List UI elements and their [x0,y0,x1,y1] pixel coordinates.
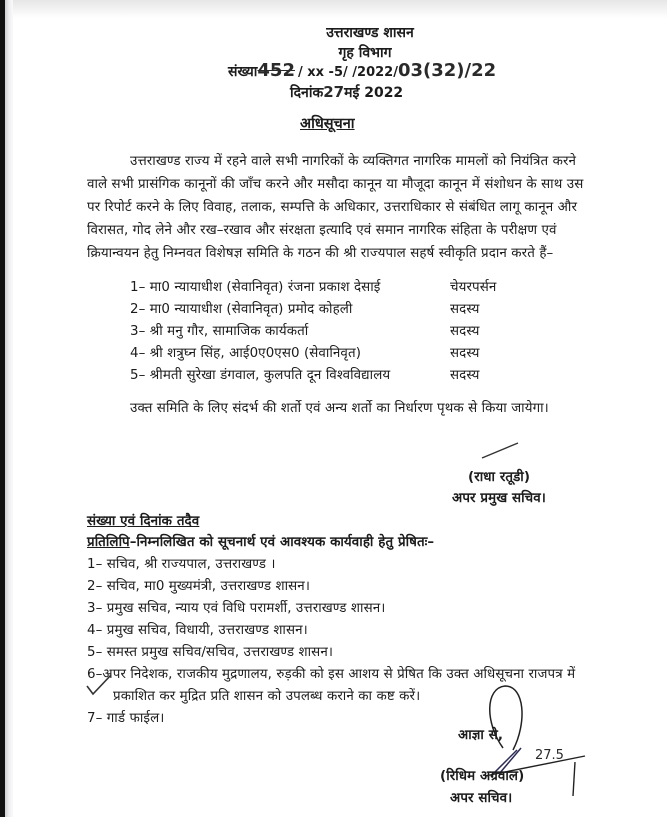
number-handwritten-suffix: 03(32)/22 [397,60,497,81]
document-title: अधिसूचना [300,116,355,132]
committee-member: 1– मा0 न्यायाधीश (सेवानिवृत) रंजना प्रकाश देसाई [130,280,381,295]
copy-reference-line: संख्या एवं दिनांक तदैव [87,514,200,529]
government-name: उत्तराखण्ड शासन [326,25,414,41]
committee-role: सदस्य [450,346,480,361]
copy-heading-rest: –निम्नलिखित को सूचनार्थ एवं आवश्यक कार्यवाही हेतु प्रेषितः– [129,535,435,550]
copy-item: 7– गार्ड फाईल। [87,711,165,726]
copy-item: 5– समस्त प्रमुख सचिव/सचिव, उत्तराखण्ड शासन। [87,645,334,660]
notification-date [290,83,403,102]
committee-member: 3– श्री मनु गौर, सामाजिक कार्यकर्ता [130,324,309,339]
signatory2-name: (रिधिम अग्रवाल) [440,769,525,784]
copy-item: 1– सचिव, श्री राज्यपाल, उत्तराखण्ड । [87,557,276,572]
paragraph-line: उत्तराखण्ड राज्य में रहने वाले सभी नागरिकों के व्यक्तिगत नागरिक मामलों को नियंत्रित करने [130,154,577,169]
copy-item-6-line1: 6–अपर निदेशक, राजकीय मुद्रणालय, रुड़की को इस आशय से प्रेषित कि उक्त अधिसूचना राजपत्र में [87,667,576,682]
by-order-text: आज्ञा से, [458,728,504,743]
signature-stroke [480,440,520,460]
date-day-handwritten: 27 [323,83,345,101]
signatory1-name: (राधा रतूडी) [468,470,531,485]
date-label: दिनांक [290,85,324,101]
copy-item: 2– सचिव, मा0 मुख्यमंत्री, उत्तराखण्ड शासन। [87,579,310,594]
committee-member: 2– मा0 न्यायाधीश (सेवानिवृत) प्रमोद कोहली [130,302,353,317]
copy-item-6-line2: प्रकाशित कर मुद्रित प्रति शासन को उपलब्ध कराने का कष्ट करें। [113,689,421,704]
copy-item: 3– प्रमुख सचिव, न्याय एवं विधि परामर्शी, उत्तराखण्ड शासन। [87,601,386,616]
copy-heading-underlined: प्रतिलिपि [87,535,130,550]
committee-member: 5– श्रीमती सुरेखा डंगवाल, कुलपति दून विश्वविद्यालय [130,368,391,383]
date-rest: मई 2022 [344,85,404,101]
reference-number [228,60,496,81]
committee-role: सदस्य [450,368,480,383]
committee-role: सदस्य [450,302,480,317]
paragraph-line: क्रियान्वयन हेतु निम्नवत विशेषज्ञ समिति के गठन की श्री राज्यपाल सहर्ष स्वीकृति प्रदान करते हैं– [87,246,554,261]
committee-role: सदस्य [450,324,480,339]
copy-heading [87,531,434,554]
terms-line: उक्त समिति के लिए संदर्भ की शर्तो एवं अन्य शर्तो का निर्धारण पृथक से किया जायेगा। [130,401,549,416]
signature2-handwritten-date: 27.5 [535,748,564,763]
copy-item: 4– प्रमुख सचिव, विधायी, उत्तराखण्ड शासन। [87,623,308,638]
committee-member: 4– श्री शत्रुघ्न सिंह, आई0ए0एस0 (सेवानिवृत) [130,346,362,361]
checkmark-icon [84,672,114,698]
paragraph-line: विरासत, गोद लेने और रख–रखाव और संरक्षता इत्यादि एवं समान नागरिक संहिता के परीक्षण एवं [87,223,557,238]
number-printed: / xx -5/ /2022/ [297,65,398,80]
committee-role: चेयरपर्सन [450,280,497,295]
number-handwritten: 452 [257,60,295,81]
number-label: संख्या [228,64,258,80]
signatory2-designation: अपर सचिव। [450,791,513,806]
paragraph-line: पर रिपोर्ट करने के लिए विवाह, तलाक, सम्पत्ति के अधिकार, उत्तराधिकार से संबंधित लागू कानून और [87,200,578,215]
department-name: गृह विभाग [338,45,392,61]
signatory1-designation: अपर प्रमुख सचिव। [452,491,546,506]
paragraph-line: वाले सभी प्रासंगिक कानूनों की जाँच करने और मसौदा कानून या मौजूदा कानून में संशोधन के साथ उस [87,177,584,192]
